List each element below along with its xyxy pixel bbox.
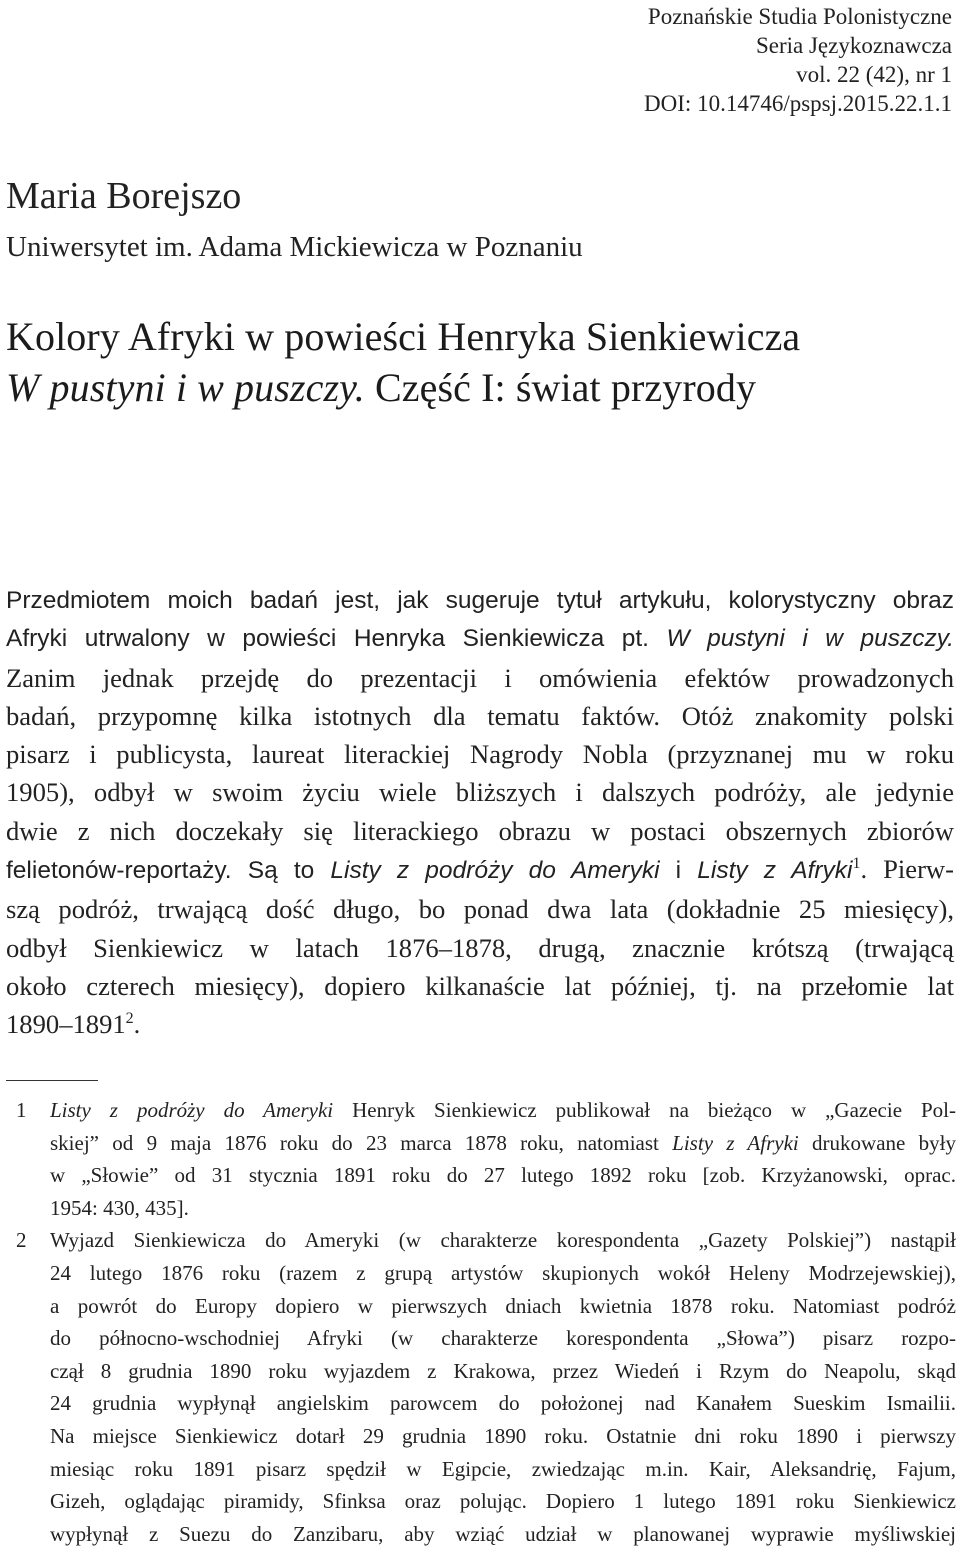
footnote-line: Gizeh, oglądając piramidy, Sfinksa oraz polując. Dopiero 1 lutego 1891 roku Sienkiewicz bbox=[50, 1489, 956, 1514]
footnote-line: do północno-wschodniej Afryki (w charakterze korespondenta „Słowa”) pisarz rozpo- bbox=[50, 1326, 956, 1351]
title-line-2 bbox=[6, 362, 956, 413]
body-line: około czterech miesięcy), dopiero kilkanaście lat później, tj. na przełomie lat bbox=[6, 970, 954, 1001]
footnote-line: 1954: 430, 435]. bbox=[50, 1195, 189, 1220]
book-title: Listy z Afryki bbox=[697, 857, 853, 885]
book-title: Listy z podróży do Ameryki bbox=[50, 1098, 334, 1122]
title-line-1: Kolory Afryki w powieści Henryka Sienkiewicza bbox=[6, 314, 801, 359]
footnote-line: 24 lutego 1876 roku (razem z grupą artystów skupionych wokół Heleny Modrzejewskiej), bbox=[50, 1260, 956, 1285]
article-title bbox=[6, 311, 956, 413]
footnote-line: skiej” od 9 maja 1876 roku do 23 marca 1878 roku, natomiast Listy z Afryki drukowane były bbox=[50, 1130, 956, 1155]
body-line: felietonów-reportaży. Są to Listy z podróży do Ameryki i Listy z Afryki$^1$. Pierw- bbox=[6, 854, 954, 885]
book-title: Listy z podróży do Ameryki bbox=[330, 857, 660, 885]
footnote-line: Na miejsce Sienkiewicz dotarł 29 grudnia 1890 roku. Ostatnie dni roku 1890 i pierwszy bbox=[50, 1423, 956, 1448]
footnote-line: a powrót do Europy dopiero w pierwszych dniach kwietnia 1878 roku. Natomiast podróż bbox=[50, 1293, 956, 1318]
body-line: szą podróż, trwającą dość długo, bo ponad dwa lata (dokładnie 25 miesięcy), bbox=[6, 894, 954, 925]
body-line: 1905), odbył w swoim życiu wiele bliższych i dalszych podróży, ale jedynie bbox=[6, 777, 954, 808]
body-line: Afryki utrwalony w powieści Henryka Sienkiewicza pt. W pustyni i w puszczy. bbox=[6, 625, 954, 653]
footnote-line: wypłynął z Suezu do Zanzibaru, aby wziąć udział w planowanej wyprawie myśliwskiej bbox=[50, 1521, 956, 1546]
book-title: W pustyni i w puszczy. bbox=[666, 625, 954, 653]
body-line: Zanim jednak przejdę do prezentacji i omówienia efektów prowadzonych bbox=[6, 662, 954, 693]
doi[interactable]: DOI: 10.14746/pspsj.2015.22.1.1 bbox=[644, 91, 952, 116]
footnote-number: 1 bbox=[16, 1098, 27, 1122]
footnote-line: miesiąc roku 1891 pisarz spędził w Egipcie, zwiedzając m.in. Kair, Aleksandrię, Fajum, bbox=[50, 1456, 956, 1481]
footnote-ref-1[interactable]: 1 bbox=[852, 855, 861, 873]
title-italic-part: W pustyni i w puszczy. bbox=[6, 365, 365, 410]
footnote-ref-2[interactable]: 2 bbox=[125, 1010, 134, 1028]
author-affiliation: Uniwersytet im. Adama Mickiewicza w Poznaniu bbox=[6, 231, 583, 263]
journal-series: Seria Językoznawcza bbox=[755, 33, 952, 58]
journal-name: Poznańskie Studia Polonistyczne bbox=[647, 4, 952, 29]
footnote-line: w „Słowie” od 31 stycznia 1891 roku do 27 lutego 1892 roku [zob. Krzyżanowski, oprac. bbox=[50, 1163, 956, 1188]
main-paragraph bbox=[6, 582, 954, 1044]
title-rest-part: Część I: świat przyrody bbox=[364, 365, 757, 410]
footnote-1 bbox=[6, 1094, 956, 1224]
journal-volume: vol. 22 (42), nr 1 bbox=[796, 62, 952, 87]
footnote-separator bbox=[6, 1080, 98, 1081]
body-line: odbył Sienkiewicz w latach 1876–1878, drugą, znacznie krótszą (trwającą bbox=[6, 932, 954, 963]
footnote-line: czął 8 grudnia 1890 roku wyjazdem z Krakowa, przez Wiedeń i Rzym do Neapolu, skąd bbox=[50, 1358, 956, 1383]
journal-header bbox=[644, 2, 952, 118]
footnote-line: Listy z podróży do Ameryki Henryk Sienkiewicz publikował na bieżąco w „Gazecie Pol- bbox=[50, 1098, 957, 1122]
footnotes bbox=[6, 1094, 956, 1550]
body-line: badań, przypomnę kilka istotnych dla tematu faktów. Otóż znakomity polski bbox=[6, 700, 954, 731]
footnote-2 bbox=[6, 1224, 956, 1550]
body-line: pisarz i publicysta, laureat literackiej Nagrody Nobla (przyznanej mu w roku bbox=[6, 739, 954, 770]
footnote-number: 2 bbox=[16, 1228, 27, 1253]
body-line: 1890–1891$^2$. bbox=[6, 1009, 141, 1040]
footnote-line: 24 grudnia wypłynął angielskim parowcem do położonej nad Kanałem Sueskim Ismailii. bbox=[50, 1391, 956, 1416]
book-title: Listy z Afryki bbox=[672, 1130, 799, 1155]
body-line: Przedmiotem moich badań jest, jak sugeruje tytuł artykułu, kolorystyczny obraz bbox=[6, 587, 954, 614]
body-line: dwie z nich doczekały się literackiego obrazu w postaci obszernych zbiorów bbox=[6, 815, 954, 846]
footnote-line: Wyjazd Sienkiewicza do Ameryki (w charakterze korespondenta „Gazety Polskiej”) nastąpił bbox=[50, 1228, 956, 1253]
author-name: Maria Borejszo bbox=[6, 175, 242, 217]
